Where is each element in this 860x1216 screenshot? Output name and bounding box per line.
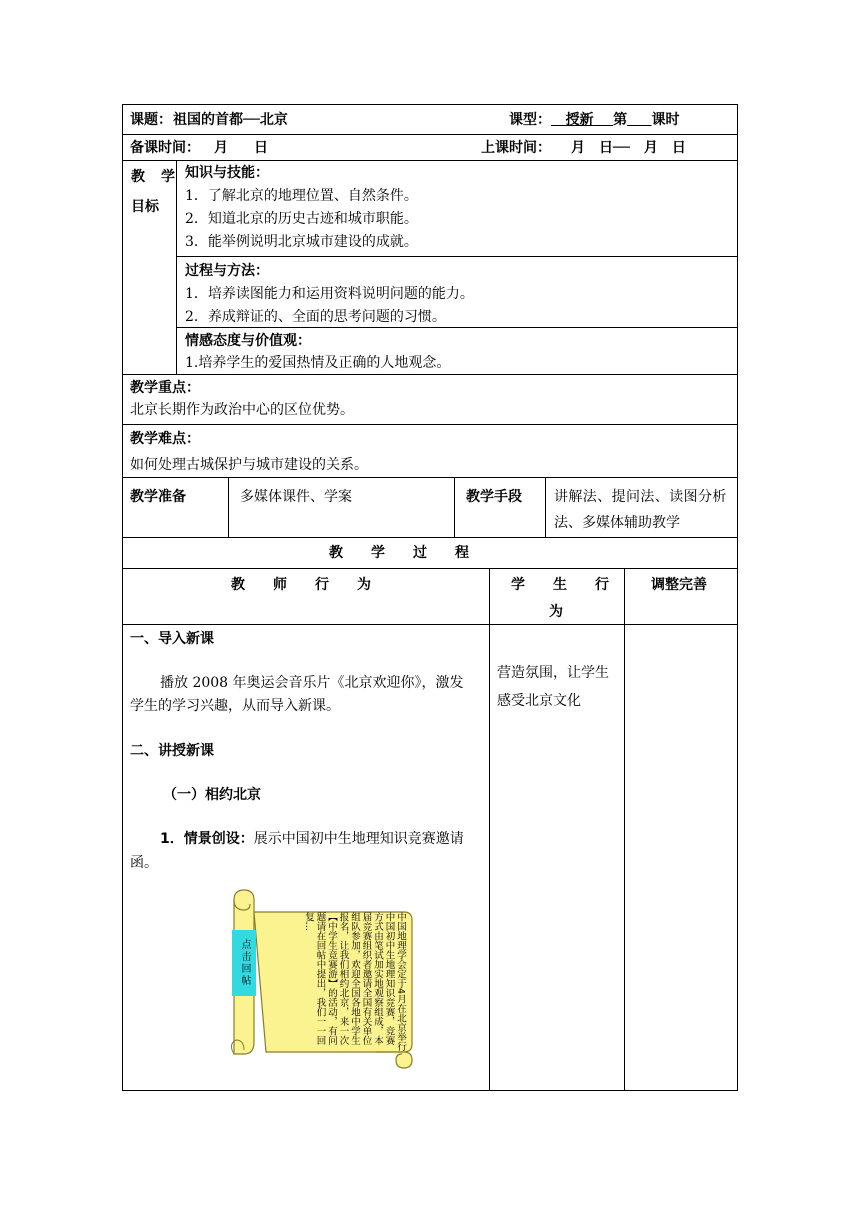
section-new-lesson-title: 二、讲授新课 xyxy=(130,743,214,759)
goal-knowledge-item: 1．了解北京的地理位置、自然条件。 xyxy=(185,188,418,204)
rule-prep-col3 xyxy=(545,477,546,537)
section-intro-title: 一、导入新课 xyxy=(130,631,214,647)
rule-goal1 xyxy=(177,256,738,257)
means-value-line2: 法、多媒体辅助教学 xyxy=(554,515,680,531)
intro-paragraph-line1: 播放 2008 年奥运会音乐片《北京欢迎你》，激发 xyxy=(160,675,464,691)
intro-paragraph-line2: 学生的学习兴趣，从而导入新课。 xyxy=(130,698,340,714)
rule-process-col2 xyxy=(624,568,625,1090)
prep-value: 多媒体课件、学案 xyxy=(240,489,352,505)
class-time-value: 月 日── 月 日 xyxy=(571,140,686,156)
difficulty-label: 教学难点： xyxy=(130,431,200,447)
goal-knowledge-item: 3．能举例说明北京城市建设的成就。 xyxy=(185,234,418,250)
item-scenario-line2: 函。 xyxy=(130,855,158,871)
goal-section-attitude-title: 情感态度与价值观： xyxy=(185,333,311,349)
difficulty-text: 如何处理古城保护与城市建设的关系。 xyxy=(130,457,368,473)
prep-label: 教学准备 xyxy=(130,489,186,505)
goal-section-knowledge-title: 知识与技能： xyxy=(185,165,269,181)
rule-process-title-end xyxy=(122,568,738,569)
table-border-left xyxy=(122,104,123,1090)
item-scenario-line1: 1．情景创设：展示中国初中生地理知识竞赛邀请 xyxy=(160,831,464,847)
topic-label: 课题： xyxy=(130,112,172,128)
goal-knowledge-item: 2．知道北京的历史古迹和城市职能。 xyxy=(185,211,418,227)
subsection-beijing-title: （一）相约北京 xyxy=(163,787,261,803)
student-action-line2: 感受北京文化 xyxy=(497,693,581,709)
table-border-top xyxy=(122,104,738,105)
col-student-header-line2: 为 xyxy=(549,604,563,620)
goal-process-item: 1．培养读图能力和运用资料说明问题的能力。 xyxy=(185,286,474,302)
rule-row2 xyxy=(122,160,738,161)
rule-goals-labelcol xyxy=(176,160,177,374)
rule-keypoint-end xyxy=(122,424,738,425)
rule-difficulty-end xyxy=(122,477,738,478)
prep-day: 日 xyxy=(254,140,268,156)
invitation-text: 中国地理学会定于4月在北京举行中国初中生地理知识竞赛，竞赛方式由笔试加实地观察组成，本届竞赛组织者邀请全国有关单位组队参加，欢迎全国各地中学生报名，让我们相约北京，来一次【中学生竞赛游】的活动，有问题请在回帖中提出，我们一一回复… xyxy=(303,912,406,1052)
goal-attitude-item: 1.培养学生的爱国热情及正确的人地观念。 xyxy=(185,355,451,371)
goals-label-line1: 教 学 xyxy=(131,169,176,185)
rule-row1 xyxy=(122,134,738,135)
goals-label-line2: 目标 xyxy=(131,199,159,215)
means-value-line1: 讲解法、提问法、读图分析 xyxy=(554,489,727,505)
col-student-header-line1: 学 生 行 xyxy=(511,577,609,593)
prep-time-label: 备课时间： xyxy=(130,140,200,156)
table-border-bottom xyxy=(122,1090,738,1091)
col-adjust-header: 调整完善 xyxy=(651,577,707,593)
rule-col-header-end xyxy=(122,624,738,625)
goal-process-item: 2．养成辩证的、全面的思考问题的习惯。 xyxy=(185,309,446,325)
topic-title: 祖国的首都──北京 xyxy=(173,112,288,128)
means-label: 教学手段 xyxy=(466,489,522,505)
rule-prep-col2 xyxy=(454,477,455,537)
col-teacher-header: 教 师 行 为 xyxy=(231,577,371,593)
reply-button[interactable]: 点击回帖 xyxy=(232,930,256,996)
key-point-label: 教学重点： xyxy=(130,380,200,396)
goal-section-process-title: 过程与方法： xyxy=(185,263,269,279)
rule-prep-col1 xyxy=(228,477,229,537)
lesson-type-label: 课型： xyxy=(509,112,551,128)
lesson-type-value: 授新 第 课时 xyxy=(565,112,680,128)
prep-month: 月 xyxy=(214,140,228,156)
table-border-right xyxy=(737,104,738,1090)
key-point-text: 北京长期作为政治中心的区位优势。 xyxy=(130,402,354,418)
student-action-line1: 营造氛围，让学生 xyxy=(497,665,609,681)
rule-prep-end xyxy=(122,537,738,538)
class-time-label: 上课时间： xyxy=(481,140,551,156)
rule-goals-end xyxy=(122,374,738,375)
process-title: 教 学 过 程 xyxy=(329,545,469,561)
rule-process-col1 xyxy=(489,568,490,1090)
